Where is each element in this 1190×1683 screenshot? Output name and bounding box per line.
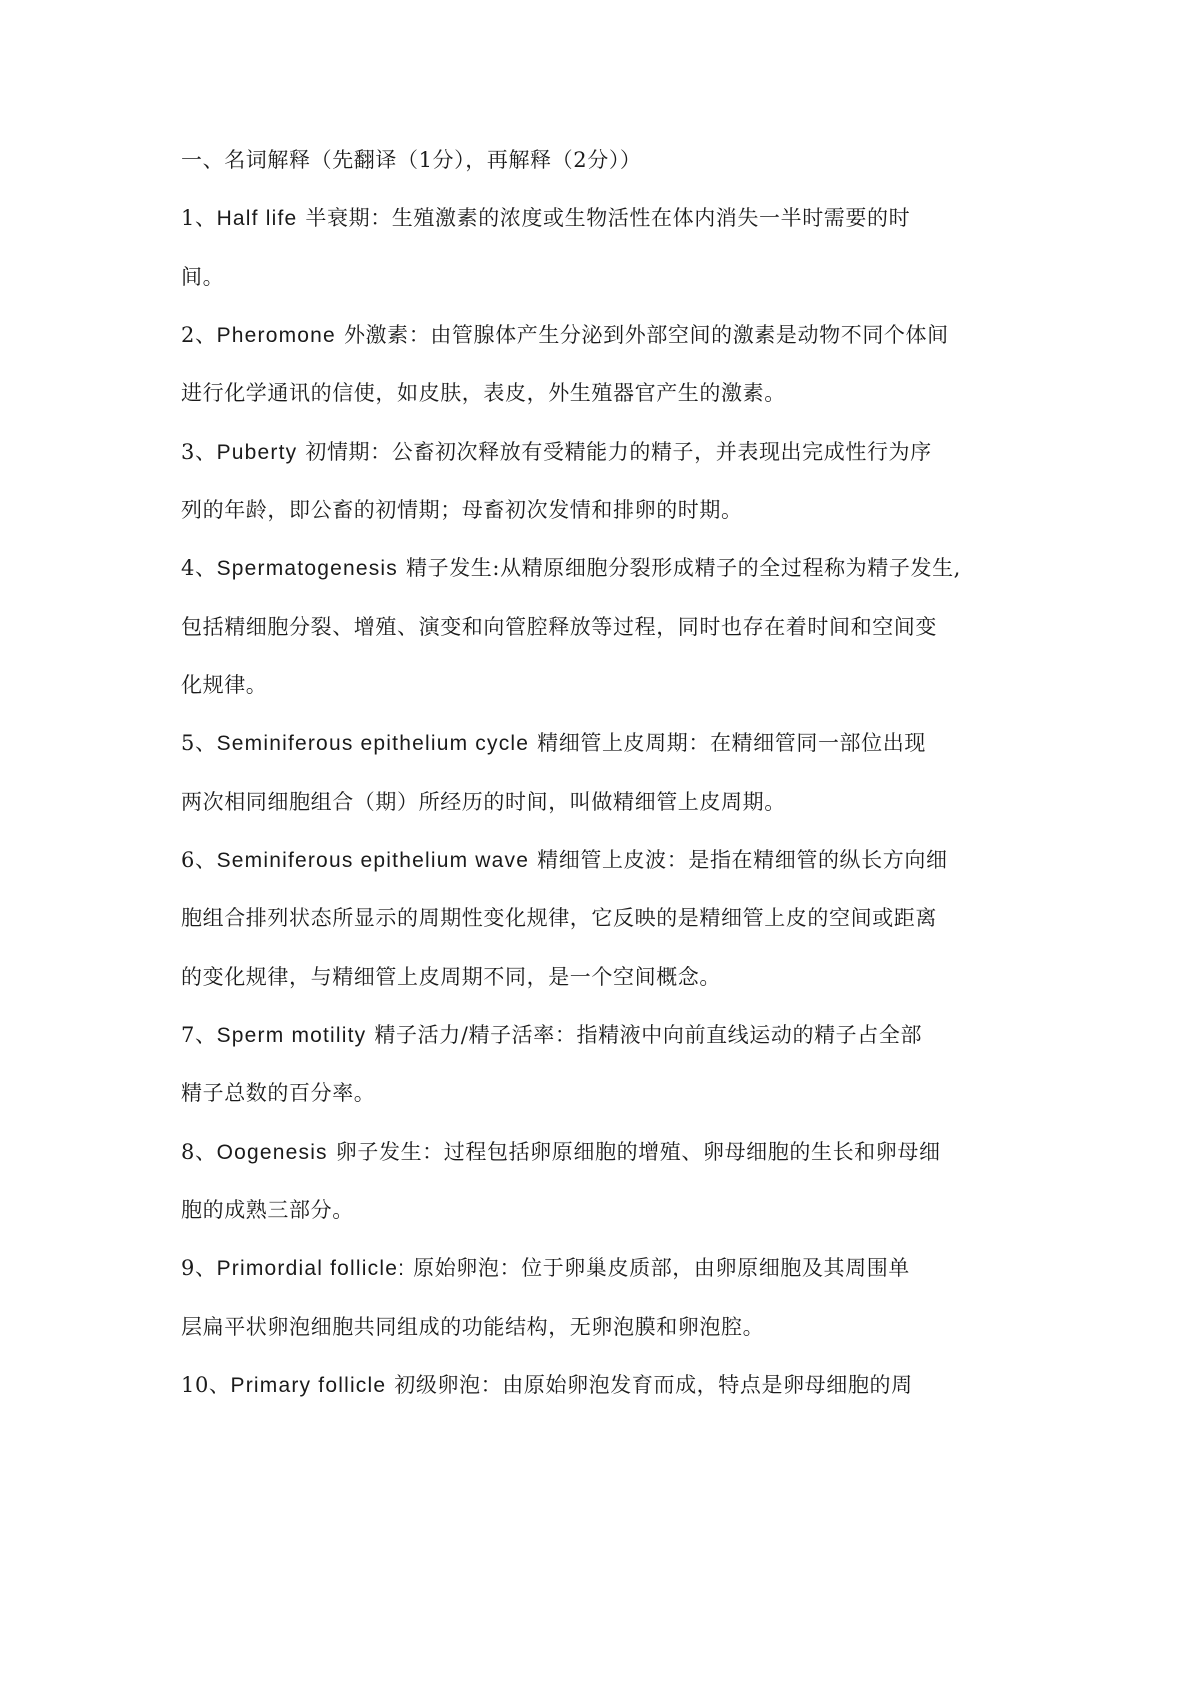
term: Sperm motility [216, 1024, 367, 1047]
term: Half life [216, 207, 298, 230]
definition-item-1 [181, 203, 1041, 234]
item-number: 4、 [181, 556, 217, 580]
definition-text: 精子活力/精子活率：指精液中向前直线运动的精子占全部 [374, 1023, 923, 1047]
section-heading: 一、名词解释（先翻译（1分），再解释（2分）） [181, 148, 642, 172]
definition-continuation: 胞的成熟三部分。 [181, 1198, 354, 1222]
item-number: 3、 [181, 440, 217, 464]
definition-item-6 [181, 845, 1041, 876]
item-number: 7、 [181, 1023, 217, 1047]
item-number: 9、 [181, 1256, 217, 1280]
definition-text: 初情期：公畜初次释放有受精能力的精子，并表现出完成性行为序 [305, 440, 932, 464]
definition-continuation: 间。 [181, 265, 225, 289]
term: Primary follicle [230, 1374, 387, 1397]
item-number: 8、 [181, 1140, 217, 1164]
definition-continuation: 层扁平状卵泡细胞共同组成的功能结构，无卵泡膜和卵泡腔。 [181, 1315, 765, 1339]
definition-item-7 [181, 1020, 1041, 1051]
term: Oogenesis [216, 1141, 328, 1164]
definition-text: 精细管上皮周期：在精细管同一部位出现 [537, 731, 926, 755]
definition-text: 精子发生:从精原细胞分裂形成精子的全过程称为精子发生, [406, 556, 961, 580]
definition-text: 初级卵泡：由原始卵泡发育而成，特点是卵母细胞的周 [394, 1373, 913, 1397]
term: Puberty [216, 441, 298, 464]
definition-continuation: 化规律。 [181, 673, 268, 697]
term: Seminiferous epithelium wave [216, 849, 530, 872]
definition-continuation: 两次相同细胞组合（期）所经历的时间，叫做精细管上皮周期。 [181, 790, 786, 814]
item-number: 10、 [181, 1373, 231, 1397]
item-number: 5、 [181, 731, 217, 755]
definition-continuation: 精子总数的百分率。 [181, 1081, 376, 1105]
item-number: 1、 [181, 206, 217, 230]
definition-item-4 [181, 553, 1041, 584]
definition-continuation: 列的年龄，即公畜的初情期；母畜初次发情和排卵的时期。 [181, 498, 743, 522]
term: Primordial follicle: [216, 1257, 406, 1280]
definition-item-9 [181, 1253, 1041, 1284]
definition-continuation: 的变化规律，与精细管上皮周期不同，是一个空间概念。 [181, 965, 721, 989]
term: Spermatogenesis [216, 557, 398, 580]
definition-text: 卵子发生：过程包括卵原细胞的增殖、卵母细胞的生长和卵母细 [335, 1140, 941, 1164]
definition-item-5 [181, 728, 1041, 759]
definition-item-10 [181, 1370, 1041, 1401]
definition-text: 半衰期：生殖激素的浓度或生物活性在体内消失一半时需要的时 [305, 206, 911, 230]
definition-text: 外激素：由管腺体产生分泌到外部空间的激素是动物不同个体间 [343, 323, 949, 347]
definition-text: 原始卵泡：位于卵巢皮质部，由卵原细胞及其周围单 [413, 1256, 910, 1280]
term: Pheromone [216, 324, 336, 347]
term: Seminiferous epithelium cycle [216, 732, 530, 755]
definition-continuation: 包括精细胞分裂、增殖、演变和向管腔释放等过程，同时也存在着时间和空间变 [181, 615, 937, 639]
definition-item-3 [181, 437, 1041, 468]
definition-continuation: 胞组合排列状态所显示的周期性变化规律，它反映的是精细管上皮的空间或距离 [181, 906, 937, 930]
definition-item-8 [181, 1137, 1041, 1168]
definition-text: 精细管上皮波：是指在精细管的纵长方向细 [537, 848, 948, 872]
definition-item-2 [181, 320, 1041, 351]
item-number: 6、 [181, 848, 217, 872]
item-number: 2、 [181, 323, 217, 347]
definition-continuation: 进行化学通讯的信使，如皮肤，表皮，外生殖器官产生的激素。 [181, 381, 786, 405]
